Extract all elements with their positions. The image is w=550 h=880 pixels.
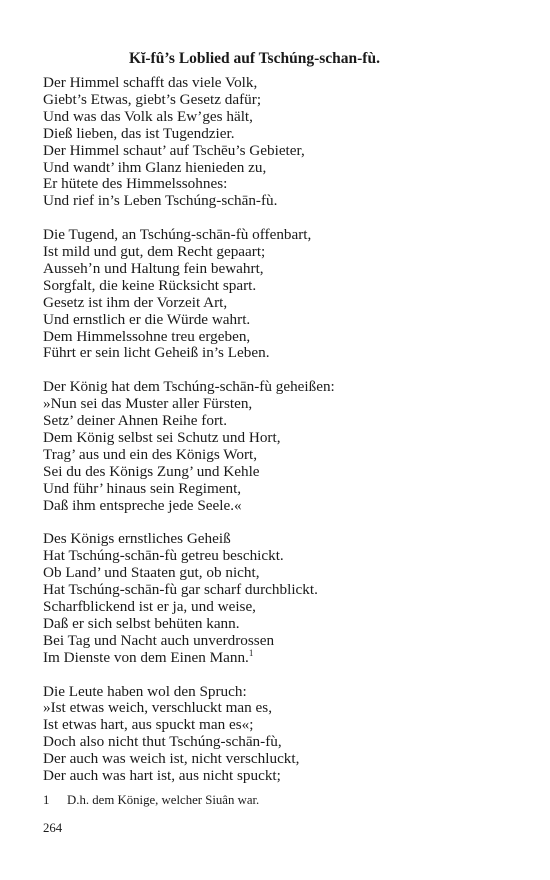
verse-line: Der Himmel schaut’ auf Tschēu’s Gebieter, (43, 141, 305, 159)
poem-body (43, 75, 513, 802)
verse-line: Er hütete des Himmelssohnes: (43, 175, 228, 193)
page-number: 264 (43, 821, 63, 835)
stanza-5 (43, 684, 513, 785)
stanza-3 (43, 379, 513, 514)
verse-line: Gesetz ist ihm der Vorzeit Art, (43, 293, 228, 311)
verse-line: Sei du des Königs Zung’ und Kehle (43, 462, 260, 480)
verse-line: Der König hat dem Tschúng-schān-fù geheißen: (43, 378, 335, 396)
verse-line: »Ist etwas weich, verschluckt man es, (43, 699, 273, 717)
verse-line: Setz’ deiner Ahnen Reihe fort. (43, 412, 228, 430)
verse-line: Bei Tag und Nacht auch unverdrossen (43, 631, 275, 649)
verse-line: Des Königs ernstliches Geheiß (43, 530, 231, 548)
poem-title: Kĭ-fû’s Loblied auf Tschúng-schan-fù. (129, 50, 380, 67)
verse-line: Der auch was hart ist, aus nicht spuckt; (43, 767, 281, 785)
verse-line: Doch also nicht thut Tschúng-schān-fù, (43, 733, 282, 751)
verse-line: Scharfblickend ist er ja, und weise, (43, 598, 256, 616)
verse-line: Aussehʼn und Haltung fein bewahrt, (43, 259, 264, 277)
verse-line-text: Im Dienste von dem Einen Mann. (43, 648, 249, 666)
stanza-2 (43, 227, 513, 362)
stanza-4 (43, 531, 513, 666)
footnote-text: D.h. dem Könige, welcher Siuân war. (67, 793, 260, 807)
verse-line: Hat Tschúng-schān-fù getreu beschickt. (43, 547, 284, 565)
verse-line: Dieß lieben, das ist Tugendzier. (43, 124, 235, 142)
verse-line: Dem König selbst sei Schutz und Hort, (43, 429, 281, 446)
verse-line: Ist etwas hart, aus spuckt man es«; (43, 716, 254, 734)
verse-line: Der auch was weich ist, nicht verschluckt, (43, 750, 300, 768)
verse-line: Ob Land’ und Staaten gut, ob nicht, (43, 564, 260, 582)
verse-line: Der Himmel schafft das viele Volk, (43, 74, 258, 91)
verse-line: Dem Himmelssohne treu ergeben, (43, 327, 251, 345)
verse-line: Hat Tschúng-schān-fù gar scharf durchblickt. (43, 581, 318, 599)
footnote (43, 792, 259, 809)
verse-line: Die Leute haben wol den Spruch: (43, 682, 247, 700)
verse-line: Ist mild und gut, dem Recht gepaart; (43, 243, 266, 261)
verse-line: Führt er sein licht Geheiß in’s Leben. (43, 344, 270, 362)
verse-line: Und ernstlich er die Würde wahrt. (43, 310, 251, 328)
verse-line: »Nun sei das Muster aller Fürsten, (43, 395, 253, 413)
stanza-1 (43, 75, 513, 210)
verse-line: Daß er sich selbst behüten kann. (43, 614, 240, 632)
verse-line: Und was das Volk als Ew’ges hält, (43, 107, 253, 125)
verse-line: Und wandt’ ihm Glanz hienieden zu, (43, 158, 267, 176)
verse-line: Und rief in’s Leben Tschúng-schān-fù. (43, 192, 278, 210)
verse-line: Und führ’ hinaus sein Regiment, (43, 479, 242, 497)
verse-line: Trag’ aus und ein des Königs Wort, (43, 445, 258, 463)
verse-line: Daß ihm entspreche jede Seele.« (43, 496, 242, 514)
footnote-number: 1 (43, 793, 50, 807)
footnote-reference[interactable]: 1 (248, 647, 254, 658)
verse-line: Sorgfalt, die keine Rücksicht spart. (43, 276, 257, 294)
verse-line (43, 647, 513, 667)
verse-line: Giebt’s Etwas, giebt’s Gesetz dafür; (43, 90, 262, 108)
verse-line: Die Tugend, an Tschúng-schān-fù offenbart, (43, 226, 312, 244)
